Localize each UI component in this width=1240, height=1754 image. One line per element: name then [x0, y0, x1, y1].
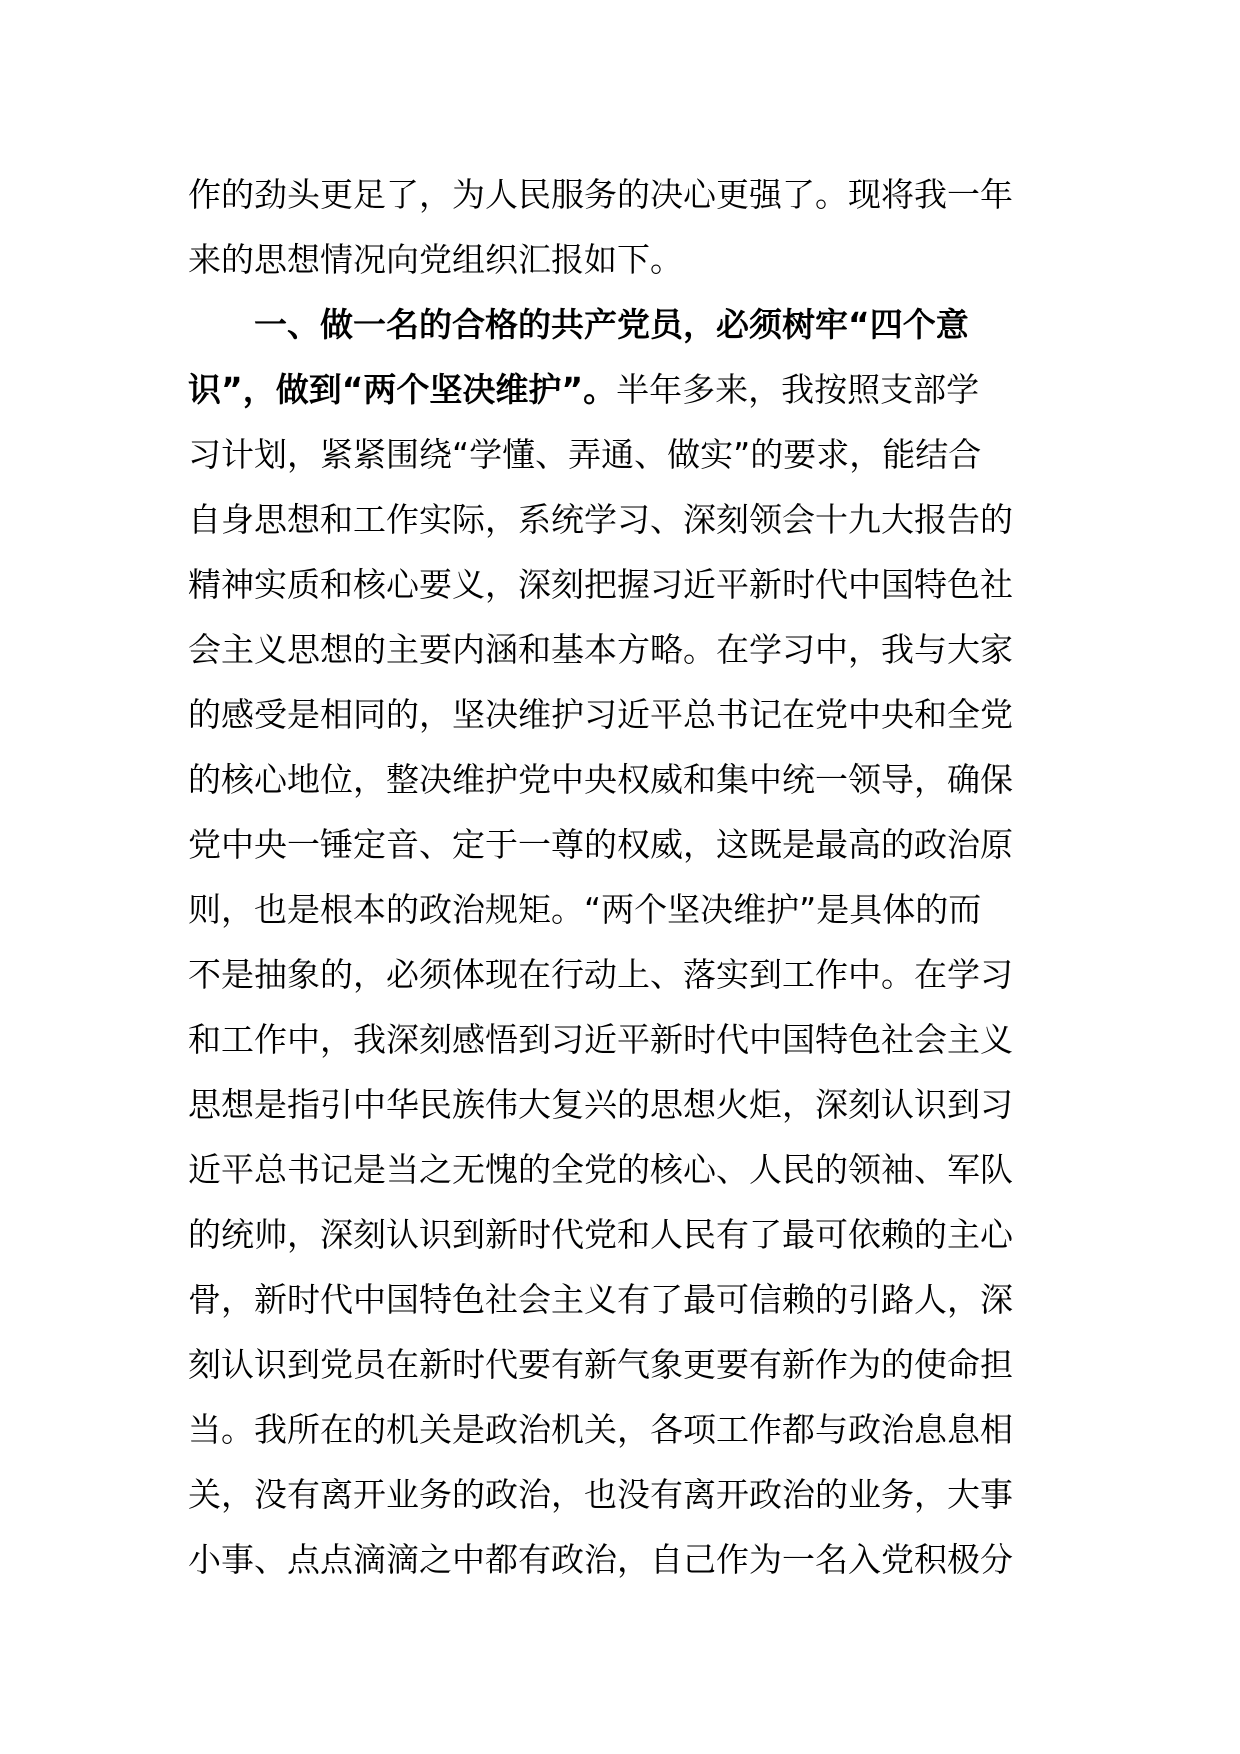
section-heading-continuation: 识”，做到“两个坚决维护”。 — [188, 370, 617, 409]
text-line: 的核心地位，整决维护党中央权威和集中统一领导，确保 — [188, 760, 1013, 799]
text-line: 关，没有离开业务的政治，也没有离开政治的业务，大事 — [188, 1475, 1013, 1514]
text-line: 和工作中，我深刻感悟到习近平新时代中国特色社会主义 — [188, 1020, 1013, 1059]
text-line: 近平总书记是当之无愧的全党的核心、人民的领袖、军队 — [188, 1150, 1013, 1189]
text-line: 自身思想和工作实际，系统学习、深刻领会十九大报告的 — [188, 500, 1013, 539]
body-text — [188, 162, 1060, 1592]
text-line: 不是抽象的，必须体现在行动上、落实到工作中。在学习 — [188, 955, 1013, 994]
text-line: 小事、点点滴滴之中都有政治，自己作为一名入党积极分 — [188, 1540, 1013, 1579]
text-line: 思想是指引中华民族伟大复兴的思想火炬，深刻认识到习 — [188, 1085, 1013, 1124]
text-line: 骨，新时代中国特色社会主义有了最可信赖的引路人，深 — [188, 1280, 1013, 1319]
text-line-rest: 半年多来，我按照支部学 — [616, 370, 980, 409]
text-line: 习计划，紧紧围绕“学懂、弄通、做实”的要求，能结合 — [188, 435, 982, 474]
text-line — [188, 357, 1060, 422]
text-line: 精神实质和核心要义，深刻把握习近平新时代中国特色社 — [188, 565, 1013, 604]
text-line: 当。我所在的机关是政治机关，各项工作都与政治息息相 — [188, 1410, 1013, 1449]
text-line: 党中央一锤定音、定于一尊的权威，这既是最高的政治原 — [188, 825, 1013, 864]
text-line: 会主义思想的主要内涵和基本方略。在学习中，我与大家 — [188, 630, 1013, 669]
text-line: 刻认识到党员在新时代要有新气象更要有新作为的使命担 — [188, 1345, 1013, 1384]
section-heading-line: 一、做一名的合格的共产党员，必须树牢“四个意 — [254, 305, 969, 344]
text-line: 的感受是相同的，坚决维护习近平总书记在党中央和全党 — [188, 695, 1013, 734]
text-line: 来的思想情况向党组织汇报如下。 — [188, 240, 683, 279]
text-line: 作的劲头更足了，为人民服务的决心更强了。现将我一年 — [188, 175, 1013, 214]
text-line: 的统帅，深刻认识到新时代党和人民有了最可依赖的主心 — [188, 1215, 1013, 1254]
text-line: 则，也是根本的政治规矩。“两个坚决维护”是具体的而 — [188, 890, 982, 929]
